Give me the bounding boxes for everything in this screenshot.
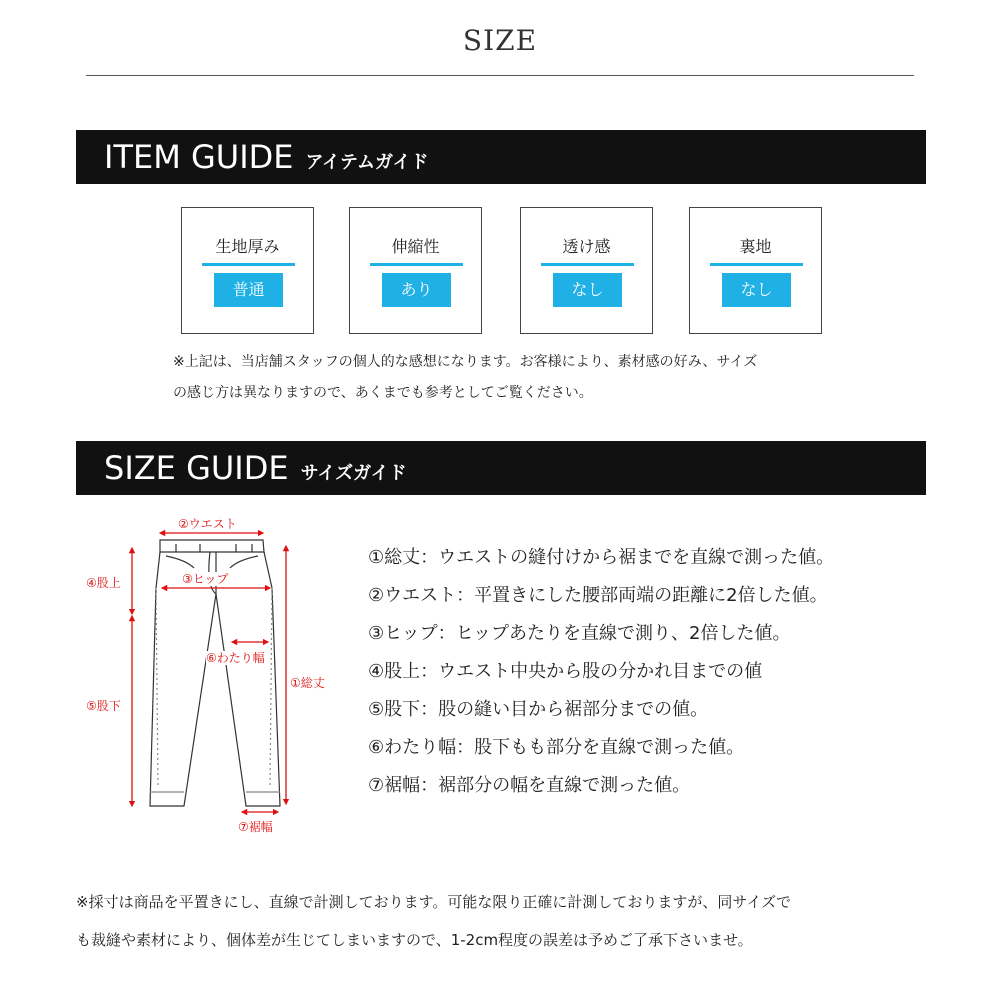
size-guide-header bbox=[76, 441, 926, 495]
label-hip: ③ヒップ bbox=[182, 572, 229, 586]
item-guide-note-line-2: の感じ方は異なりますので、あくまでも参考としてご覧ください。 bbox=[173, 385, 593, 401]
item-divider bbox=[710, 263, 803, 266]
size-guide-subtitle: サイズガイド bbox=[300, 463, 407, 484]
label-thigh: ⑥わたり幅 bbox=[206, 651, 265, 665]
item-value-badge: なし bbox=[553, 273, 622, 307]
definition-hem: ⑦裾幅：裾部分の幅を直線で測った値。 bbox=[368, 775, 691, 796]
title-divider bbox=[86, 75, 914, 76]
item-guide-note-line-1: ※上記は、当店舗スタッフの個人的な感想になります。お客様により、素材感の好み、サイズ bbox=[173, 354, 758, 370]
footer-note-line-2: も裁縫や素材により、個体差が生じてしまいますので、1-2cm程度の誤差は予めご了承下さいませ。 bbox=[76, 931, 753, 949]
item-card-lining bbox=[689, 207, 822, 334]
size-guide-title: SIZE GUIDE bbox=[104, 449, 289, 487]
item-label: 伸縮性 bbox=[391, 237, 440, 256]
definition-thigh: ⑥わたり幅：股下もも部分を直線で測った値。 bbox=[368, 737, 745, 758]
item-label: 生地厚み bbox=[215, 237, 280, 256]
item-label: 裏地 bbox=[739, 237, 772, 256]
item-divider bbox=[370, 263, 463, 266]
item-value-badge: なし bbox=[722, 273, 791, 307]
definition-hip: ③ヒップ：ヒップあたりを直線で測り、2倍した値。 bbox=[368, 623, 791, 644]
item-card-stretch bbox=[349, 207, 482, 334]
item-guide-header bbox=[76, 130, 926, 184]
definition-rise: ④股上：ウエスト中央から股の分かれ目までの値 bbox=[368, 661, 763, 682]
definition-total-length: ①総丈：ウエストの縫付けから裾までを直線で測った値。 bbox=[368, 547, 835, 568]
label-inseam: ⑤股下 bbox=[86, 699, 121, 713]
item-divider bbox=[541, 263, 634, 266]
page-title: SIZE bbox=[462, 24, 538, 57]
footer-note-line-1: ※採寸は商品を平置きにし、直線で計測しております。可能な限り正確に計測しておりますが、同サイズで bbox=[76, 893, 792, 911]
definition-inseam: ⑤股下：股の縫い目から裾部分までの値。 bbox=[368, 699, 709, 720]
item-divider bbox=[202, 263, 295, 266]
definition-waist: ②ウエスト：平置きにした腰部両端の距離に2倍した値。 bbox=[368, 585, 828, 606]
label-hem: ⑦裾幅 bbox=[238, 820, 273, 834]
pants-measurement-diagram bbox=[76, 508, 366, 848]
item-guide-title: ITEM GUIDE bbox=[104, 138, 294, 176]
item-card-thickness bbox=[181, 207, 314, 334]
item-guide-subtitle: アイテムガイド bbox=[305, 152, 429, 173]
item-label: 透け感 bbox=[562, 237, 611, 256]
item-value-badge: あり bbox=[382, 273, 451, 307]
item-card-sheerness bbox=[520, 207, 653, 334]
item-value-badge: 普通 bbox=[214, 273, 283, 307]
label-rise: ④股上 bbox=[86, 576, 121, 590]
label-length: ①総丈 bbox=[290, 676, 325, 690]
label-waist: ②ウエスト bbox=[178, 517, 237, 531]
